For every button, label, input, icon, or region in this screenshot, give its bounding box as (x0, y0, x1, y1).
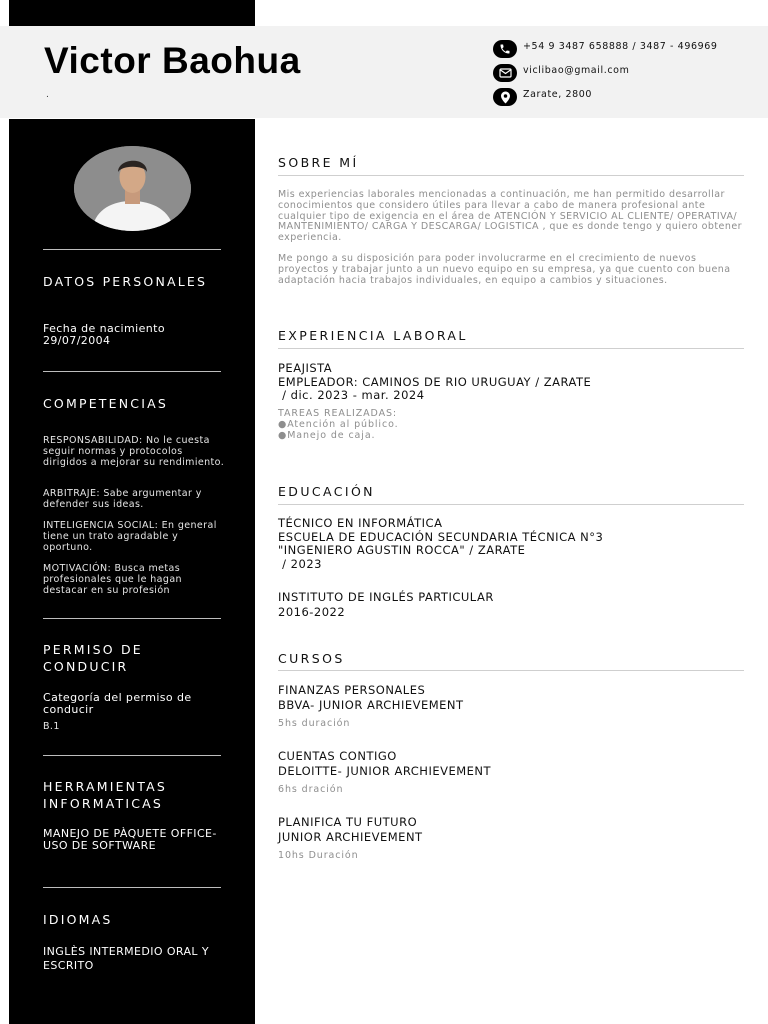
sidebar (9, 119, 255, 1024)
course-org: DELOITTE- JUNIOR ARCHIEVEMENT (278, 764, 492, 778)
email-text: viclibao@gmail.com (523, 65, 630, 76)
license-title: PERMISO DE CONDUCIR (43, 642, 143, 674)
contact-list (493, 40, 763, 112)
phone-text: +54 9 3487 658888 / 3487 - 496969 (523, 41, 718, 52)
skill-item: RESPONSABILIDAD: No le cuesta seguir normas y protocolos dirigidos a mejorar su rendimiento. (43, 435, 225, 468)
top-black-tab (9, 0, 255, 26)
tools-title: HERRAMIENTAS INFORMATICAS (43, 779, 167, 811)
sidebar-divider (43, 249, 221, 250)
address-text: Zarate, 2800 (523, 89, 593, 100)
section-divider (278, 175, 744, 176)
section-divider (278, 504, 744, 505)
course-org: JUNIOR ARCHIEVEMENT (278, 830, 423, 844)
skill-item: INTELIGENCIA SOCIAL: En general tiene un trato agradable y oportuno. (43, 520, 217, 553)
name-dot: . (46, 90, 49, 100)
course-duration: 5hs duración (278, 718, 351, 729)
courses-title: CURSOS (278, 651, 345, 666)
about-title: SOBRE MÍ (278, 155, 359, 170)
sidebar-divider (43, 371, 221, 372)
phone-icon (493, 40, 517, 58)
license-label: Categoría del permiso de conducir (43, 691, 192, 716)
course-name: CUENTAS CONTIGO (278, 749, 397, 763)
job-employer: EMPLEADOR: CAMINOS DE RIO URUGUAY / ZARATE (278, 375, 592, 389)
task-item: ●Atención al público. (278, 419, 399, 430)
education-1-title: TÉCNICO EN INFORMÁTICA (278, 516, 443, 530)
contact-address (493, 88, 763, 106)
course-duration: 6hs dración (278, 784, 344, 795)
about-paragraph-1: Mis experiencias laborales mencionadas a continuación, me han permitido desarrollar conocimientos que considero útiles para llevar a cabo de manera profesional ante cualquier tipo de exigencia en el área de ATENCIÓN Y SERVICIO AL CLIENTE/ OPERATIVA/ MANTENIMIENTO/ CARGA Y DESCARGA/ LOGISTICA , que es donde tengo y quiero obtener experiencia. (278, 189, 742, 244)
education-2-title: INSTITUTO DE INGLÉS PARTICULAR (278, 590, 494, 604)
education-title: EDUCACIÓN (278, 484, 375, 499)
candidate-name: Victor Baohua (44, 40, 301, 81)
contact-phone (493, 40, 763, 58)
languages-title: IDIOMAS (43, 912, 113, 927)
experience-title: EXPERIENCIA LABORAL (278, 328, 468, 343)
education-1-year: / 2023 (278, 557, 322, 571)
birth-date-label: Fecha de nacimiento (43, 322, 165, 335)
birth-date-value: 29/07/2004 (43, 334, 111, 347)
course-duration: 10hs Duración (278, 850, 359, 861)
skill-item: ARBITRAJE: Sabe argumentar y defender sus ideas. (43, 488, 202, 510)
skill-item: MOTIVACIÓN: Busca metas profesionales que le hagan destacar en su profesión (43, 563, 182, 596)
contact-email (493, 64, 763, 82)
tools-text: MANEJO DE PÀQUETE OFFICE- USO DE SOFTWARE (43, 827, 217, 852)
course-name: PLANIFICA TU FUTURO (278, 815, 418, 829)
job-dates: / dic. 2023 - mar. 2024 (278, 388, 425, 402)
task-item: ●Manejo de caja. (278, 430, 376, 441)
sidebar-divider (43, 887, 221, 888)
sidebar-divider (43, 618, 221, 619)
license-value: B.1 (43, 721, 60, 732)
section-divider (278, 670, 744, 671)
course-name: FINANZAS PERSONALES (278, 683, 426, 697)
email-icon (493, 64, 517, 82)
skills-title: COMPETENCIAS (43, 396, 168, 411)
sidebar-divider (43, 755, 221, 756)
avatar (74, 146, 191, 231)
personal-data-title: DATOS PERSONALES (43, 274, 208, 289)
education-1-school: ESCUELA DE EDUCACIÓN SECUNDARIA TÉCNICA N°3 "INGENIERO AGUSTIN ROCCA" / ZARATE (278, 530, 604, 557)
section-divider (278, 348, 744, 349)
tasks-label: TAREAS REALIZADAS: (278, 408, 397, 419)
education-2-years: 2016-2022 (278, 605, 346, 619)
languages-text: INGLÈS INTERMEDIO ORAL Y ESCRITO (43, 945, 209, 972)
job-role: PEAJISTA (278, 361, 333, 375)
location-icon (493, 88, 517, 106)
course-org: BBVA- JUNIOR ARCHIEVEMENT (278, 698, 464, 712)
about-paragraph-2: Me pongo a su disposición para poder involucrarme en el crecimiento de nuevos proyectos y trabajar junto a un nuevo equipo en su empresa, ya que cuento con buena adaptación hacia trabajos individuales, en equipo a cambios y situaciones. (278, 253, 731, 286)
